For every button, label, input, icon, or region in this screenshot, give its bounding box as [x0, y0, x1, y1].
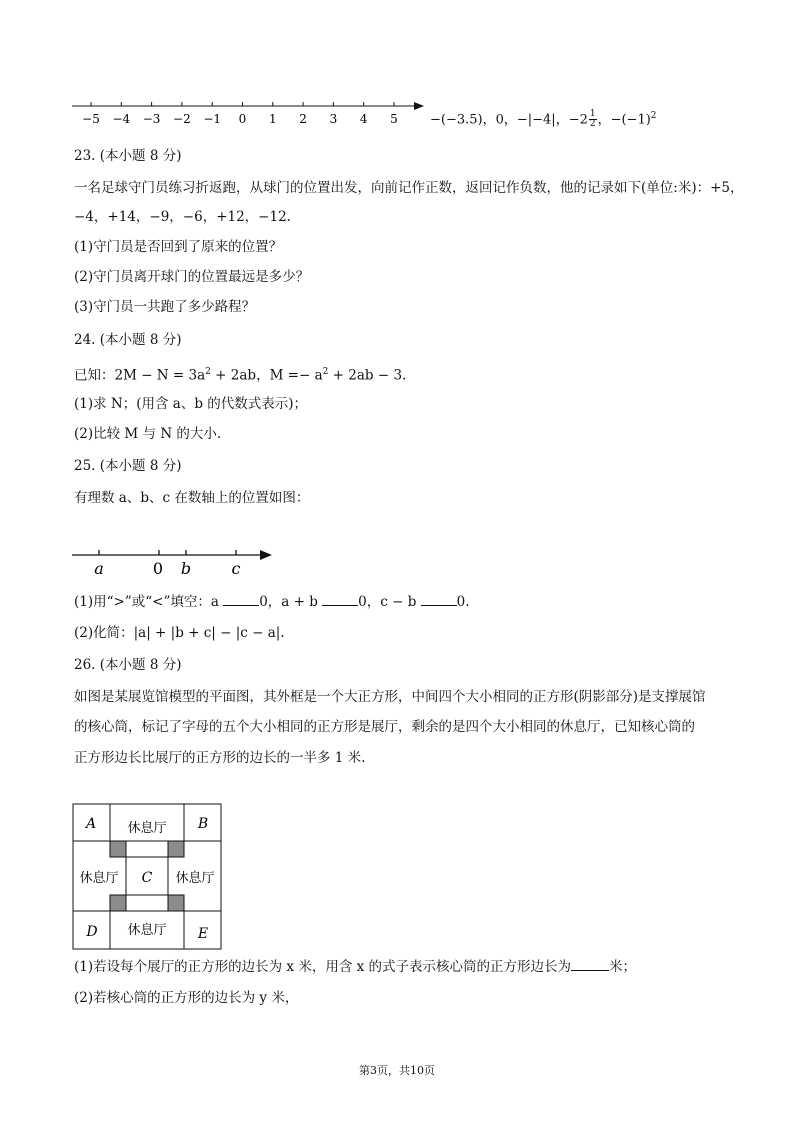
room-label-c: C [141, 870, 153, 886]
number-line-arrow [414, 102, 424, 110]
number-line-tick-label: −2 [173, 112, 191, 126]
number-line-tick-label: 4 [359, 112, 368, 126]
page-footer: 第3页，共10页 [359, 1064, 435, 1077]
expr-text-b: ，−(−1) [597, 112, 651, 128]
q26-para-line1: 如图是某展览馆模型的平面图，其外框是一个大正方形，中间四个大小相同的正方形(阴影部分)是支撑展馆 [74, 689, 706, 705]
q26-sub1 [74, 957, 636, 977]
lounge-label-top: 休息厅 [127, 821, 167, 836]
q24-given-a: 已知：2M − N = 3a [74, 367, 206, 384]
number-line-tick-label: 5 [390, 112, 398, 126]
lounge-label-right: 休息厅 [175, 871, 215, 886]
q24-given-c: + 2ab − 3. [328, 367, 407, 384]
q23-body-line2: −4，+14，−9，−6，+12，−12. [74, 209, 291, 225]
q26-sub1-unit: 米； [609, 959, 637, 975]
number-line-tick-label: −5 [82, 112, 100, 126]
label-b: b [180, 559, 192, 578]
number-line-tick-label: −4 [112, 112, 131, 126]
q25-intro: 有理数 a、b、c 在数轴上的位置如图： [74, 490, 310, 506]
number-line-tick-label: 2 [299, 112, 307, 126]
q26-para-line3: 正方形边长比展厅的正方形的边长的一半多 1 米. [74, 750, 366, 766]
expr-text-a: −(−3.5)，0，−|−4|，−2 [430, 112, 588, 128]
q23-sub1: (1)守门员是否回到了原来的位置？ [74, 239, 283, 255]
q25-sub1-a: (1)用“>”或“<”填空：a [74, 594, 224, 610]
room-label-b: B [197, 816, 209, 832]
number-line-figure [66, 96, 426, 132]
core-tube-square [168, 895, 184, 911]
q26-heading: 26. (本小题 8 分) [74, 657, 182, 673]
fraction-denominator: 2 [589, 119, 596, 130]
label-c: c [231, 559, 241, 578]
q23-sub2: (2)守门员离开球门的位置最远是多少？ [74, 269, 310, 285]
q26-sub1-text: (1)若设每个展厅的正方形的边长为 x 米，用含 x 的式子表示核心筒的正方形边长为 [74, 959, 572, 975]
fraction-one-half [589, 110, 597, 129]
q24-sub1: (1)求 N；(用含 a、b 的代数式表示)； [74, 396, 308, 412]
room-label-a: A [85, 816, 97, 832]
label-a: a [94, 559, 104, 578]
answer-blank[interactable] [322, 593, 358, 606]
abc-number-line-figure [66, 542, 286, 582]
q24-heading: 24. (本小题 8 分) [74, 332, 182, 348]
number-list-expression [430, 106, 657, 130]
q24-exp-1: 2 [205, 367, 211, 377]
q25-heading: 25. (本小题 8 分) [74, 458, 182, 474]
floor-plan-figure [72, 803, 224, 951]
q26-sub2: (2)若核心筒的正方形的边长为 y 米， [74, 990, 299, 1006]
core-tube-square [110, 841, 126, 857]
q23-sub3: (3)守门员一共跑了多少路程？ [74, 299, 256, 315]
q25-sub1-c: 0，c − b [358, 594, 421, 610]
q23-body-line1: 一名足球守门员练习折返跑，从球门的位置出发，向前记作正数，返回记作负数，他的记录如下(单位:米)：+5， [74, 180, 744, 196]
core-tube-square [168, 841, 184, 857]
q26-para-line2: 的核心筒，标记了字母的五个大小相同的正方形是展厅，剩余的是四个大小相同的休息厅，已知核心筒的 [74, 719, 695, 735]
room-label-d: D [86, 924, 98, 940]
number-line-tick-label: 0 [238, 112, 247, 126]
q24-exp-2: 2 [322, 367, 329, 377]
number-line-tick-label: 3 [329, 112, 338, 126]
q24-given-b: + 2ab，M =− a [210, 367, 323, 384]
abc-axis-arrow [260, 550, 272, 560]
q25-sub1 [74, 592, 470, 612]
q25-sub2: (2)化简：|a| + |b + c| − |c − a|. [74, 625, 285, 641]
room-label-e: E [197, 926, 209, 942]
label-0: 0 [152, 559, 164, 578]
q23-heading: 23. (本小题 8 分) [74, 148, 182, 164]
answer-blank[interactable] [571, 958, 609, 971]
q25-sub1-d: 0. [456, 594, 470, 610]
core-tube-square [110, 895, 126, 911]
number-line-tick-label: −3 [142, 112, 161, 126]
answer-blank[interactable] [421, 593, 457, 606]
expr-exponent: 2 [650, 111, 657, 121]
q24-sub2: (2)比较 M 与 N 的大小. [74, 426, 222, 442]
lounge-label-left: 休息厅 [79, 871, 119, 886]
answer-blank[interactable] [223, 593, 259, 606]
q24-given [74, 362, 406, 386]
q25-sub1-b: 0，a + b [259, 594, 323, 610]
lounge-label-bottom: 休息厅 [127, 923, 167, 938]
number-line-tick-label: 1 [268, 112, 277, 126]
fraction-numerator: 1 [589, 109, 596, 120]
number-line-tick-label: −1 [203, 112, 222, 126]
